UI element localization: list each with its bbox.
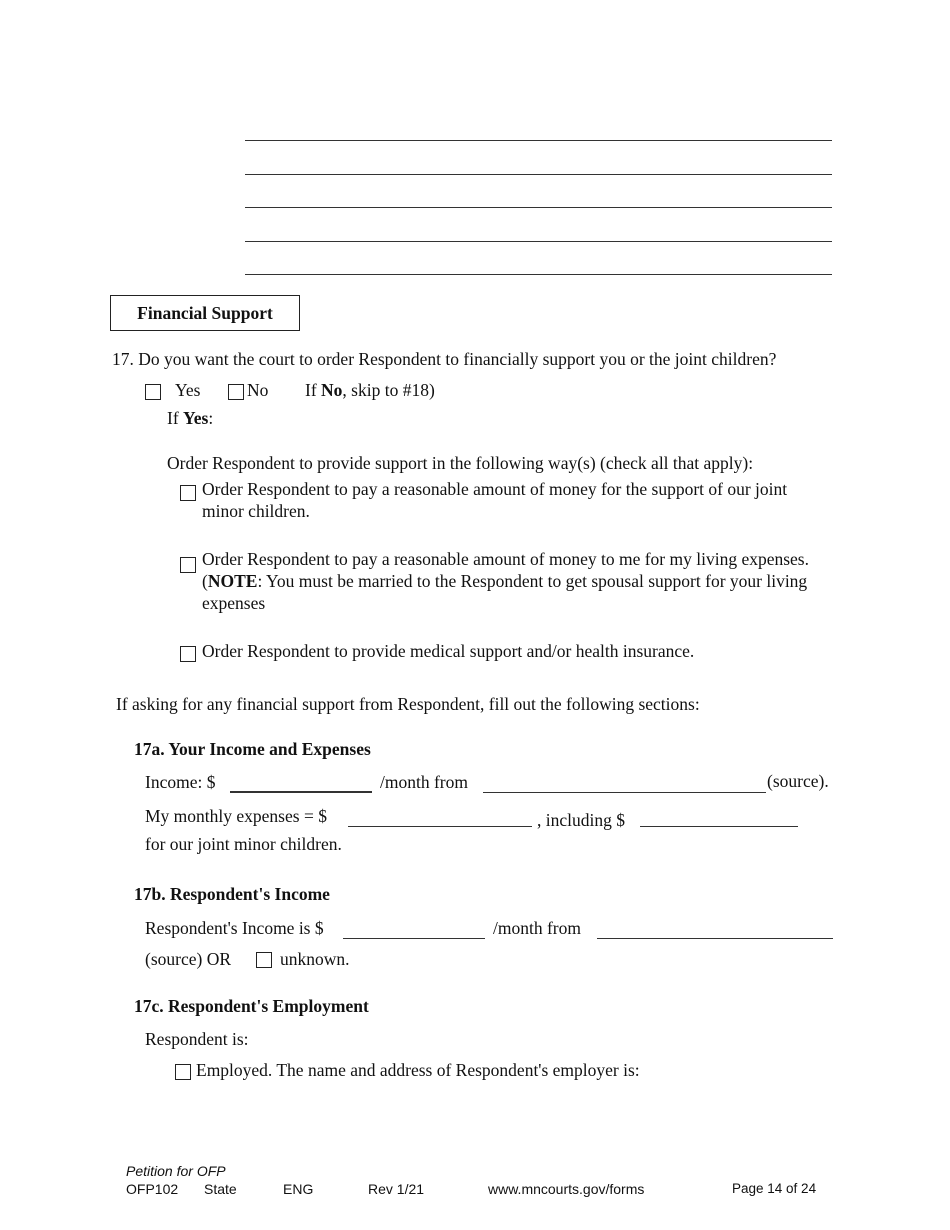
employed-checkbox[interactable]	[175, 1064, 191, 1080]
section-heading-financial-support: Financial Support	[110, 295, 300, 331]
respondent-income-source-field[interactable]	[597, 938, 833, 939]
option-children-text: Order Respondent to pay a reasonable amount of money for the support of our joint minor children.	[202, 479, 788, 521]
option-medical-checkbox[interactable]	[180, 646, 196, 662]
section-17b-title: 17b. Respondent's Income	[134, 884, 330, 904]
respondent-income-amount-field[interactable]	[343, 938, 485, 939]
financial-intro: If asking for any financial support from Respondent, fill out the following sections:	[116, 694, 700, 714]
footer-form-id: OFP102	[126, 1181, 179, 1197]
blank-line-3[interactable]	[245, 207, 832, 208]
footer-revision: Rev 1/21	[368, 1181, 425, 1197]
if-yes-label: If Yes:	[167, 408, 214, 428]
no-checkbox[interactable]	[228, 384, 244, 400]
income-per-month-from: /month from	[380, 772, 468, 792]
income-amount-field[interactable]	[230, 791, 372, 793]
unknown-checkbox[interactable]	[256, 952, 272, 968]
respondent-source-or: (source) OR	[145, 949, 232, 969]
question-17	[112, 349, 776, 370]
section-17a-title: 17a. Your Income and Expenses	[134, 739, 371, 759]
option-living-checkbox[interactable]	[180, 557, 196, 573]
option-medical-text: Order Respondent to provide medical support and/or health insurance.	[202, 641, 695, 661]
question-number: 17.	[112, 349, 134, 369]
skip-instruction: If No, skip to #18)	[305, 380, 435, 400]
yes-checkbox[interactable]	[145, 384, 161, 400]
footer-url-link[interactable]: www.mncourts.gov/forms	[488, 1181, 645, 1197]
respondent-income-label: Respondent's Income is $	[145, 918, 324, 938]
order-intro: Order Respondent to provide support in the following way(s) (check all that apply):	[167, 453, 754, 473]
expenses-joint-children: for our joint minor children.	[145, 834, 342, 854]
footer-jurisdiction: State	[204, 1181, 237, 1197]
employed-label: Employed. The name and address of Respondent's employer is:	[196, 1060, 640, 1080]
question-text: Do you want the court to order Respondent to financially support you or the joint children?	[138, 349, 777, 369]
expenses-label: My monthly expenses = $	[145, 806, 327, 826]
section-17c-title: 17c. Respondent's Employment	[134, 996, 369, 1016]
blank-line-4[interactable]	[245, 241, 832, 242]
respondent-is-label: Respondent is:	[145, 1029, 249, 1049]
option-living-text: Order Respondent to pay a reasonable amount of money to me for my living expenses. (NOTE: You must be married to the Respondent to get spousal support for your living expenses	[202, 549, 809, 613]
unknown-label: unknown.	[280, 949, 350, 969]
income-source-label: (source).	[767, 771, 829, 791]
no-label: No	[247, 380, 269, 400]
expenses-amount-field[interactable]	[348, 826, 532, 827]
yes-label: Yes	[175, 380, 201, 400]
respondent-per-month-from: /month from	[493, 918, 581, 938]
expenses-children-amount-field[interactable]	[640, 826, 798, 827]
blank-line-2[interactable]	[245, 174, 832, 175]
option-children-checkbox[interactable]	[180, 485, 196, 501]
footer-form-title: Petition for OFP	[126, 1163, 226, 1179]
blank-line-5[interactable]	[245, 274, 832, 275]
footer-language: ENG	[283, 1181, 314, 1197]
expenses-including: , including $	[537, 810, 625, 830]
income-label: Income: $	[145, 772, 216, 792]
blank-line-1[interactable]	[245, 140, 832, 141]
footer-page-number: Page 14 of 24	[732, 1181, 817, 1196]
income-source-field[interactable]	[483, 792, 766, 793]
